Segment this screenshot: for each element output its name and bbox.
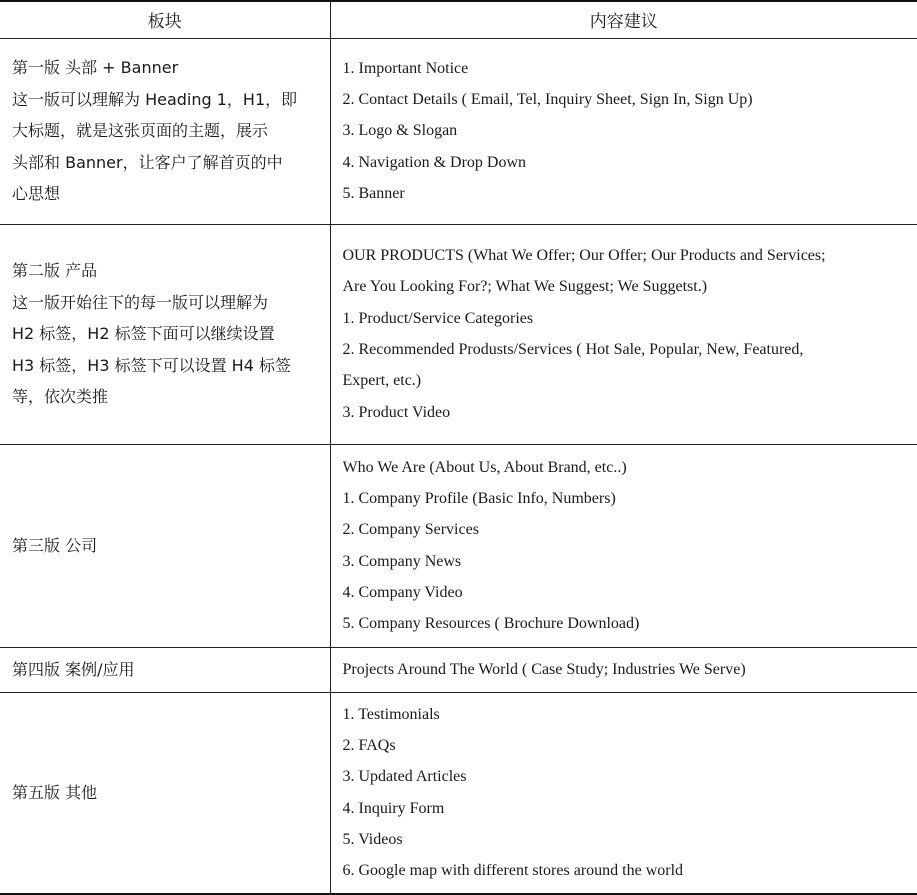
section-line: H2 标签，H2 标签下面可以继续设置 — [12, 324, 275, 344]
section-line: 大标题，就是这张页面的主题，展示 — [12, 121, 269, 141]
table-row — [0, 647, 917, 692]
content-line: 1. Company Profile (Basic Info, Numbers) — [342, 489, 616, 507]
section-line: 这一版开始往下的每一版可以理解为 — [12, 292, 269, 312]
section-cell — [0, 692, 330, 894]
content-cell — [330, 224, 917, 444]
section-line: 第一版 头部 + Banner — [12, 58, 179, 78]
content-cell — [330, 692, 917, 894]
header-content-suggestion: 内容建议 — [330, 1, 917, 38]
content-line: 2. Contact Details ( Email, Tel, Inquiry Sheet, Sign In, Sign Up) — [342, 91, 753, 109]
header-row — [0, 1, 917, 38]
section-line: 心思想 — [12, 184, 61, 204]
content-line: 2. Company Services — [342, 521, 479, 539]
content-line: 6. Google map with different stores around the world — [342, 862, 684, 880]
section-line: 等，依次类推 — [12, 387, 109, 407]
content-line: Projects Around The World ( Case Study; Industries We Serve) — [342, 660, 746, 678]
content-line: 5. Videos — [342, 831, 403, 849]
content-line: 5. Banner — [342, 184, 405, 202]
content-line: 1. Testimonials — [342, 705, 440, 723]
content-line: 2. Recommended Produsts/Services ( Hot Sale, Popular, New, Featured, — [342, 341, 804, 358]
content-line: 4. Navigation & Drop Down — [342, 153, 527, 171]
header-section: 板块 — [0, 1, 330, 38]
section-line: 第四版 案例/应用 — [12, 659, 135, 679]
content-line: 4. Company Video — [342, 583, 463, 601]
section-line: 第三版 公司 — [12, 535, 98, 555]
content-line: 3. Updated Articles — [342, 768, 467, 786]
content-cell — [330, 38, 917, 224]
content-line: 1. Product/Service Categories — [342, 309, 534, 327]
table-row — [0, 38, 917, 224]
content-line: 3. Company News — [342, 552, 462, 570]
content-line: OUR PRODUCTS (What We Offer; Our Offer; Our Products and Services; — [342, 247, 826, 265]
content-line: 5. Company Resources ( Brochure Download) — [342, 615, 640, 633]
section-cell — [0, 224, 330, 444]
content-line: 1. Important Notice — [342, 59, 469, 77]
section-line: 头部和 Banner，让客户了解首页的中 — [12, 152, 283, 172]
content-line: 2. FAQs — [342, 737, 396, 755]
section-cell — [0, 38, 330, 224]
content-cell — [330, 647, 917, 692]
content-line: Expert, etc.) — [342, 372, 422, 390]
section-line: H3 标签，H3 标签下可以设置 H4 标签 — [12, 355, 291, 375]
content-line: 3. Product Video — [342, 403, 451, 421]
table-row — [0, 444, 917, 647]
table-row — [0, 692, 917, 894]
section-line: 第二版 产品 — [12, 261, 98, 281]
section-line: 第五版 其他 — [12, 783, 98, 802]
section-line: 这一版可以理解为 Heading 1，H1，即 — [12, 89, 298, 109]
content-line: 3. Logo & Slogan — [342, 122, 458, 140]
table-row — [0, 224, 917, 444]
section-cell — [0, 444, 330, 647]
content-line: Who We Are (About Us, About Brand, etc..) — [342, 458, 627, 476]
content-line: Are You Looking For?; What We Suggest; We Suggetst.) — [342, 278, 708, 296]
content-cell — [330, 444, 917, 647]
section-cell — [0, 647, 330, 692]
content-line: 4. Inquiry Form — [342, 799, 445, 817]
